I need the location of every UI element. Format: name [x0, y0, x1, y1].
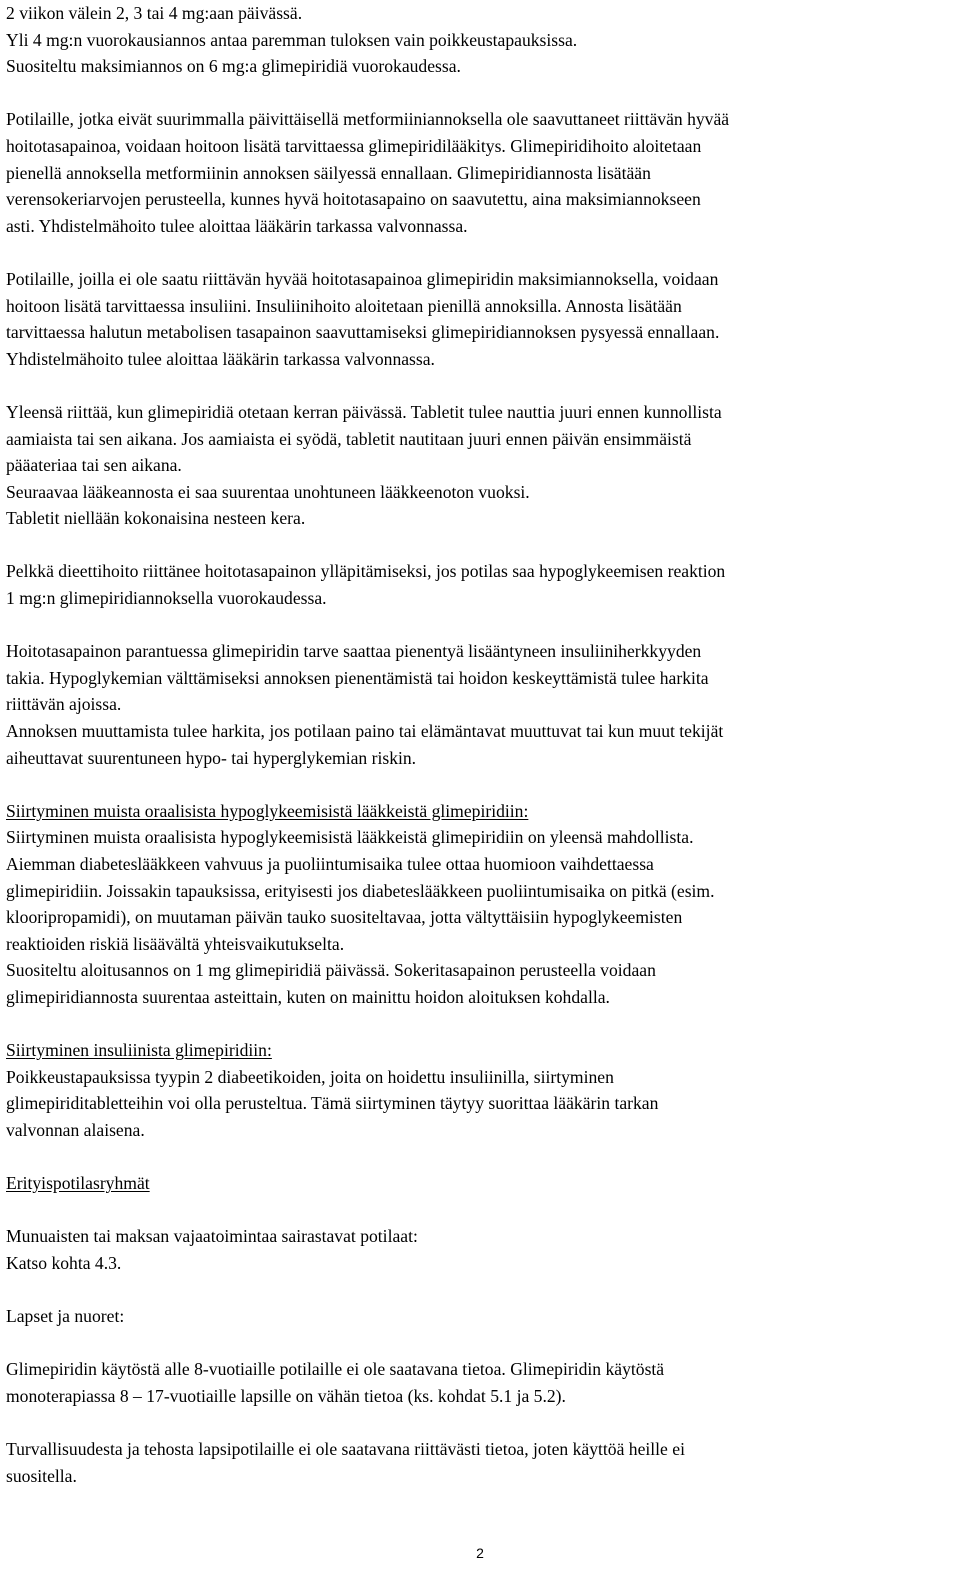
paragraph-gap — [6, 239, 952, 266]
pediatric-safety-paragraph — [6, 1436, 952, 1489]
text-line: Turvallisuudesta ja tehosta lapsipotilaille ei ole saatavana riittävästi tietoa, joten käyttöä heille ei — [6, 1439, 685, 1460]
text-line: valvonnan alaisena. — [6, 1119, 145, 1140]
metformin-combination-paragraph — [6, 106, 952, 239]
text-line: tarvittaessa halutun metabolisen tasapainon saavuttamiseksi glimepiridiannoksen pysyessä ennallaan. — [6, 322, 720, 343]
text-line: asti. Yhdistelmähoito tulee aloittaa lääkärin tarkassa valvonnassa. — [6, 215, 468, 236]
paragraph-gap — [6, 1011, 952, 1038]
oral-switch-section — [6, 798, 952, 1011]
paragraph-gap — [6, 1409, 952, 1436]
text-line: reaktioiden riskiä lisäävältä yhteisvaikutukselta. — [6, 933, 345, 954]
text-line: Suositeltu maksimiannos on 6 mg:a glimepiridiä vuorokaudessa. — [6, 56, 461, 77]
heading-text: Siirtyminen muista oraalisista hypoglykeemisistä lääkkeistä glimepiridiin: — [6, 800, 529, 821]
text-line: riittävän ajoissa. — [6, 694, 122, 715]
document-page — [6, 0, 952, 1489]
text-line: aiheuttavat suurentuneen hypo- tai hyperglykemian riskin. — [6, 747, 417, 768]
text-line: glimepiridiin. Joissakin tapauksissa, erityisesti jos diabeteslääkkeen puoliintumisaika on pitkä (esim. — [6, 880, 715, 901]
dosage-paragraph — [6, 0, 952, 80]
text-line: verensokeriarvojen perusteella, kunnes hyvä hoitotasapaino on saavutettu, aina maksimiannokseen — [6, 189, 701, 210]
pediatric-subheading — [6, 1303, 952, 1330]
text-line: Yhdistelmähoito tulee aloittaa lääkärin tarkassa valvonnassa. — [6, 348, 435, 369]
text-line: Tabletit niellään kokonaisina nesteen kera. — [6, 508, 306, 529]
pediatric-paragraph — [6, 1356, 952, 1409]
text-line: Suositeltu aloitusannos on 1 mg glimepiridiä päivässä. Sokeritasapainon perusteella voidaan — [6, 960, 656, 981]
text-line: hoitotasapainoa, voidaan hoitoon lisätä tarvittaessa glimepiridilääkitys. Glimepiridihoito aloitetaan — [6, 135, 702, 156]
special-populations-heading-block — [6, 1170, 952, 1197]
page-number: 2 — [476, 1545, 484, 1561]
paragraph-gap — [6, 372, 952, 399]
paragraph-gap — [6, 771, 952, 798]
renal-hepatic-paragraph — [6, 1223, 952, 1276]
text-line: Glimepiridin käytöstä alle 8-vuotiaille potilaille ei ole saatavana tietoa. Glimepiridin käytöstä — [6, 1359, 665, 1380]
insulin-combination-paragraph — [6, 266, 952, 372]
text-line: Lapset ja nuoret: — [6, 1306, 125, 1327]
heading-text: Siirtyminen insuliinista glimepiridiin: — [6, 1040, 272, 1061]
paragraph-gap — [6, 1197, 952, 1224]
text-line: Potilaille, joilla ei ole saatu riittävän hyvää hoitotasapainoa glimepiridin maksimiannoksella, voidaan — [6, 268, 719, 289]
text-line: Siirtyminen muista oraalisista hypoglykeemisistä lääkkeistä glimepiridiin on yleensä mahdollista. — [6, 827, 694, 848]
text-line: hoitoon lisätä tarvittaessa insuliini. Insuliinihoito aloitetaan pienillä annoksilla. Annosta lisätään — [6, 295, 682, 316]
text-line: glimepiriditabletteihin voi olla perusteltua. Tämä siirtyminen täytyy suorittaa lääkärin tarkan — [6, 1093, 659, 1114]
text-line: Seuraavaa lääkeannosta ei saa suurentaa unohtuneen lääkkeenoton vuoksi. — [6, 481, 530, 502]
paragraph-gap — [6, 1330, 952, 1357]
text-line: Pelkkä dieettihoito riittänee hoitotasapainon ylläpitämiseksi, jos potilas saa hypoglykeemisen reaktion — [6, 561, 726, 582]
text-line: Munuaisten tai maksan vajaatoimintaa sairastavat potilaat: — [6, 1226, 418, 1247]
special-populations-heading — [6, 1170, 952, 1197]
text-line: 2 viikon välein 2, 3 tai 4 mg:aan päivässä. — [6, 3, 303, 23]
paragraph-gap — [6, 612, 952, 639]
text-line: pienellä annoksella metformiinin annoksen säilyessä ennallaan. Glimepiridiannosta lisätään — [6, 162, 651, 183]
heading-text: Erityispotilasryhmät — [6, 1173, 150, 1194]
text-line: Yli 4 mg:n vuorokausiannos antaa paremman tuloksen vain poikkeustapauksissa. — [6, 29, 578, 50]
dose-adjustment-paragraph — [6, 638, 952, 771]
paragraph-gap — [6, 532, 952, 559]
text-line: klooripropamidi), on muutaman päivän tauko suositeltavaa, jotta vältyttäisiin hypoglykeemisten — [6, 907, 683, 928]
text-line: glimepiridiannosta suurentaa asteittain, kuten on mainittu hoidon aloituksen kohdalla. — [6, 986, 610, 1007]
insulin-switch-section — [6, 1037, 952, 1143]
text-line: aamiaista tai sen aikana. Jos aamiaista ei syödä, tabletit nautitaan juuri ennen päivän ensimmäistä — [6, 428, 692, 449]
insulin-switch-heading — [6, 1037, 952, 1064]
text-line: monoterapiassa 8 – 17-vuotiaille lapsille on vähän tietoa (ks. kohdat 5.1 ja 5.2). — [6, 1385, 566, 1406]
text-line: pääateriaa tai sen aikana. — [6, 455, 182, 476]
oral-switch-heading — [6, 798, 952, 825]
text-line: Katso kohta 4.3. — [6, 1252, 122, 1273]
text-line: Poikkeustapauksissa tyypin 2 diabeetikoiden, joita on hoidettu insuliinilla, siirtyminen — [6, 1066, 614, 1087]
paragraph-gap — [6, 1144, 952, 1171]
text-line: Aiemman diabeteslääkkeen vahvuus ja puoliintumisaika tulee ottaa huomioon vaihdettaessa — [6, 854, 654, 874]
diet-paragraph — [6, 558, 952, 611]
text-line: 1 mg:n glimepiridiannoksella vuorokaudessa. — [6, 588, 327, 609]
text-line: Potilaille, jotka eivät suurimmalla päivittäisellä metformiiniannoksella ole saavuttaneet riittävän hyvää — [6, 109, 730, 130]
text-line: takia. Hypoglykemian välttämiseksi annoksen pienentämistä tai hoidon keskeyttämistä tulee harkita — [6, 667, 709, 688]
paragraph-gap — [6, 80, 952, 107]
text-line: suositella. — [6, 1465, 77, 1486]
administration-paragraph — [6, 399, 952, 532]
text-line: Annoksen muuttamista tulee harkita, jos potilaan paino tai elämäntavat muuttuvat tai kun muut tekijät — [6, 721, 724, 742]
text-line: Hoitotasapainon parantuessa glimepiridin tarve saattaa pienentyä lisääntyneen insuliiniherkkyyden — [6, 641, 702, 662]
paragraph-gap — [6, 1277, 952, 1304]
text-line: Yleensä riittää, kun glimepiridiä otetaan kerran päivässä. Tabletit tulee nauttia juuri ennen kunnollista — [6, 401, 722, 422]
